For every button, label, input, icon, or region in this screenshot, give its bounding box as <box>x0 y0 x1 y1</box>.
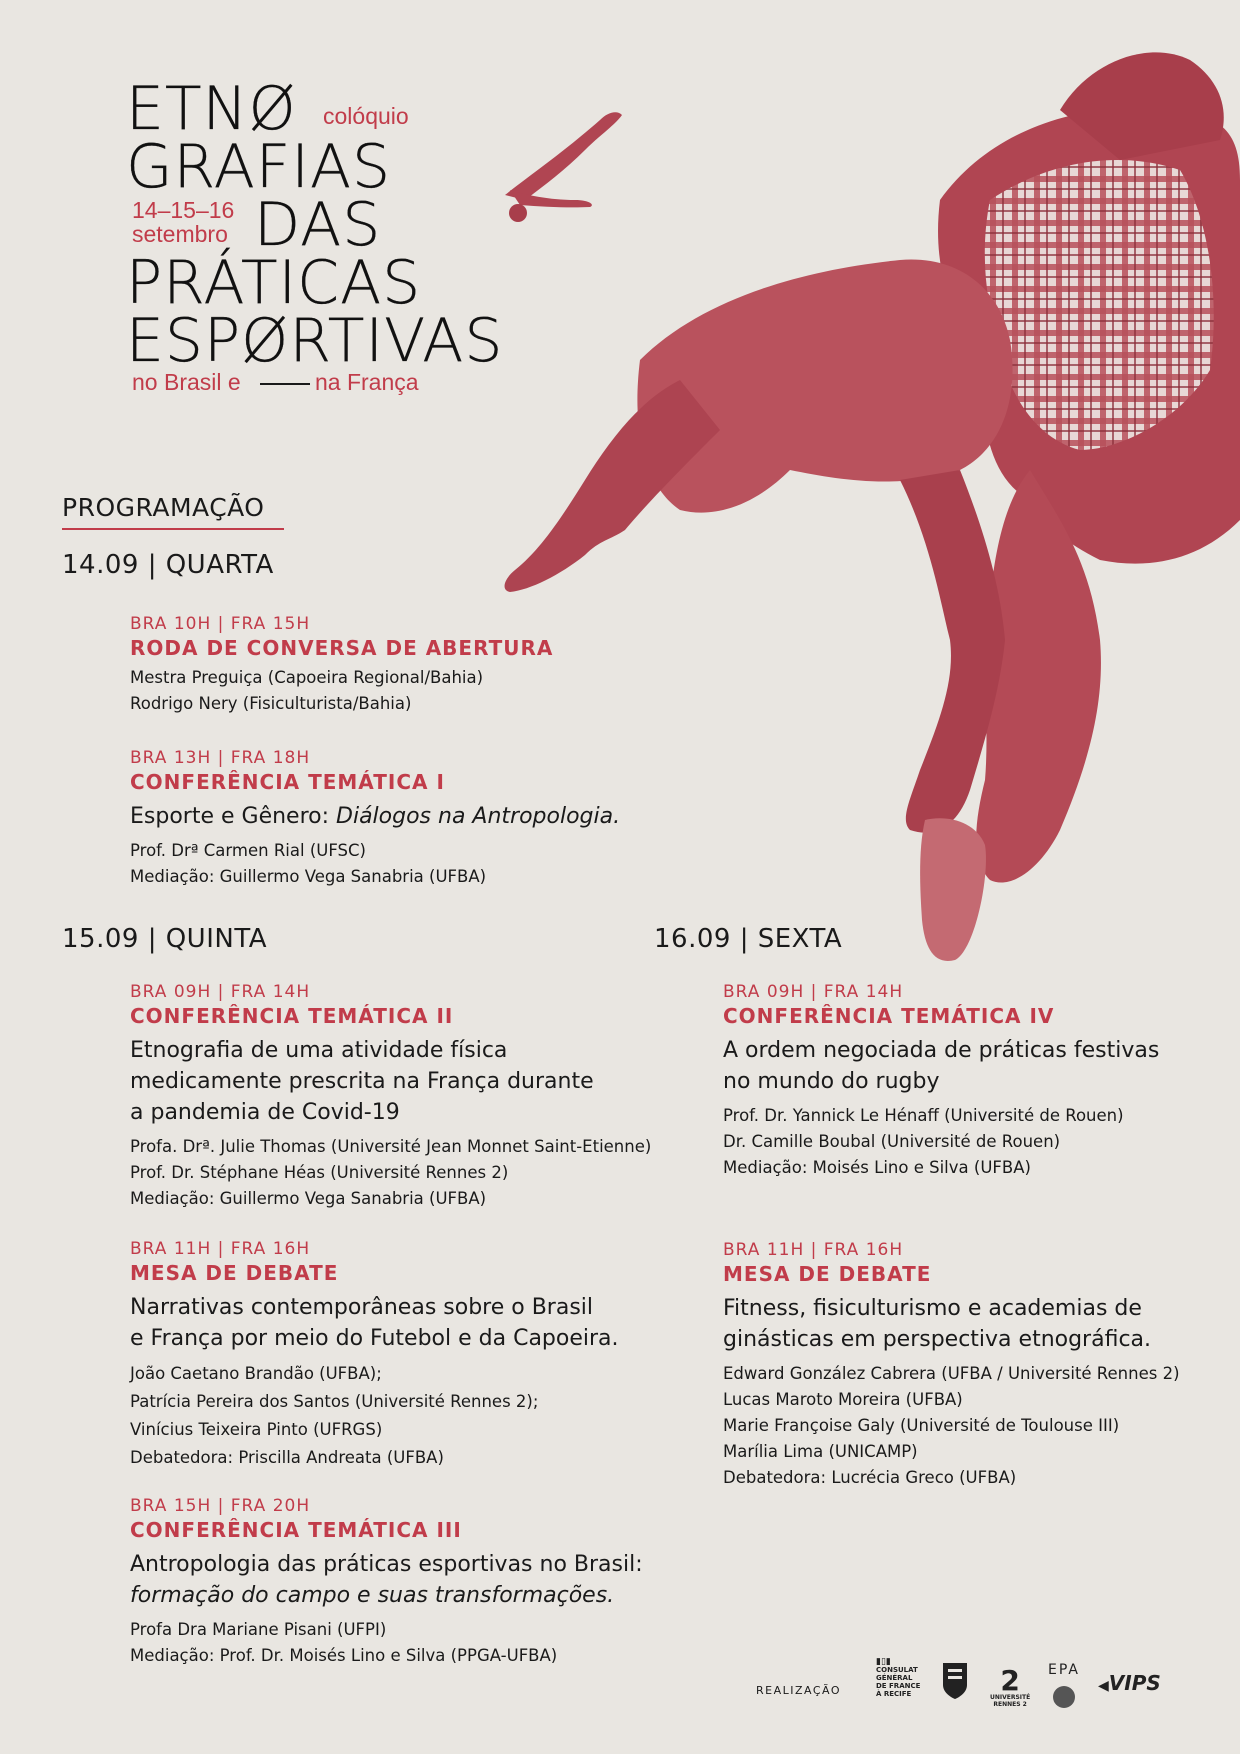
session-type: MESA DE DEBATE <box>723 1262 932 1286</box>
person: Prof. Dr. Yannick Le Hénaff (Université de Rouen) <box>723 1106 1124 1125</box>
person: Prof. Drª Carmen Rial (UFSC) <box>130 841 366 860</box>
title-line: no mundo do rugby <box>723 1069 940 1094</box>
person: Debatedora: Priscilla Andreata (UFBA) <box>130 1448 444 1467</box>
session-people <box>130 1134 750 1212</box>
session-time: BRA 09H | FRA 14H <box>130 982 311 1002</box>
title-line: Narrativas contemporâneas sobre o Brasil <box>130 1295 594 1320</box>
session-title <box>130 1292 750 1354</box>
title-line-1: ETNØ <box>126 74 297 144</box>
consulat-logo <box>876 1658 920 1698</box>
ufba-crest-icon <box>940 1660 970 1704</box>
session-title <box>130 801 750 832</box>
session-title <box>130 1549 750 1611</box>
session-time: BRA 10H | FRA 15H <box>130 614 311 634</box>
logo-text: RENNES 2 <box>993 1701 1027 1708</box>
person: Mediação: Prof. Dr. Moisés Lino e Silva (PPGA-UFBA) <box>130 1646 558 1665</box>
session-mesa-debate-2 <box>723 1239 1223 1491</box>
subtitle-right: na França <box>315 369 419 395</box>
person: Mestra Preguiça (Capoeira Regional/Bahia) <box>130 668 484 687</box>
session-people <box>723 1103 1223 1181</box>
epa-emblem-icon <box>1053 1686 1075 1708</box>
day-heading-quinta: 15.09 | QUINTA <box>62 924 267 954</box>
title-line: e França por meio do Futebol e da Capoeira. <box>130 1326 619 1351</box>
person: Lucas Maroto Moreira (UFBA) <box>723 1390 963 1409</box>
session-type: CONFERÊNCIA TEMÁTICA III <box>130 1518 462 1542</box>
session-abertura <box>130 613 750 717</box>
session-type: MESA DE DEBATE <box>130 1261 339 1285</box>
flag-icon: ▮▯▮ <box>876 1657 891 1667</box>
session-type: CONFERÊNCIA TEMÁTICA II <box>130 1004 454 1028</box>
rennes-logo <box>990 1664 1031 1708</box>
logo-text: À RECIFE <box>876 1690 912 1698</box>
person: Prof. Dr. Stéphane Héas (Université Rennes 2) <box>130 1163 509 1182</box>
session-mesa-debate-1 <box>130 1238 750 1472</box>
logo-text: EPA <box>1048 1662 1080 1678</box>
person: Profa Dra Mariane Pisani (UFPI) <box>130 1620 387 1639</box>
logo-text: UNIVERSITÉ <box>990 1694 1031 1701</box>
title-line-italic: formação do campo e suas transformações. <box>130 1583 615 1608</box>
person: Mediação: Guillermo Vega Sanabria (UFBA) <box>130 1189 487 1208</box>
subtitle-dash <box>260 383 310 385</box>
person: Dr. Camille Boubal (Université de Rouen) <box>723 1132 1061 1151</box>
subtitle-left: no Brasil e <box>132 369 241 395</box>
vips-logo <box>1098 1671 1161 1695</box>
person: Vinícius Teixeira Pinto (UFRGS) <box>130 1420 383 1439</box>
logo-text: CONSULAT <box>876 1666 918 1674</box>
person: Profa. Drª. Julie Thomas (Université Jean Monnet Saint-Etienne) <box>130 1137 652 1156</box>
session-time: BRA 11H | FRA 16H <box>130 1239 311 1259</box>
event-month: setembro <box>132 221 228 247</box>
day-heading-quarta: 14.09 | QUARTA <box>62 550 274 580</box>
person: Marie Françoise Galy (Université de Toulouse III) <box>723 1416 1120 1435</box>
session-time: BRA 13H | FRA 18H <box>130 748 311 768</box>
title-line-3: DAS <box>254 190 382 260</box>
session-conferencia-4 <box>723 981 1223 1181</box>
logo-text: VIPS <box>1108 1671 1161 1695</box>
person: João Caetano Brandão (UFBA); <box>130 1364 382 1383</box>
session-time: BRA 15H | FRA 20H <box>130 1496 311 1516</box>
logo-text: DE FRANCE <box>876 1682 921 1690</box>
session-people <box>130 1360 750 1472</box>
session-type: CONFERÊNCIA TEMÁTICA I <box>130 770 445 794</box>
session-title <box>723 1035 1223 1097</box>
session-conferencia-2 <box>130 981 750 1212</box>
session-time: BRA 11H | FRA 16H <box>723 1240 904 1260</box>
session-people <box>130 665 750 717</box>
coloquio-label: colóquio <box>323 103 409 129</box>
session-title-italic: Diálogos na Antropologia. <box>336 804 621 829</box>
session-type: RODA DE CONVERSA DE ABERTURA <box>130 636 554 660</box>
title-line: a pandemia de Covid-19 <box>130 1100 400 1125</box>
session-conferencia-3 <box>130 1495 750 1669</box>
event-dates: 14–15–16 <box>132 197 235 223</box>
person: Patrícia Pereira dos Santos (Université Rennes 2); <box>130 1392 539 1411</box>
session-people <box>723 1361 1223 1491</box>
title-line: Etnografia de uma atividade física <box>130 1038 508 1063</box>
footer-realizacao-label: REALIZAÇÃO <box>756 1684 842 1697</box>
person: Debatedora: Lucrécia Greco (UFBA) <box>723 1468 1017 1487</box>
program-heading: PROGRAMAÇÃO <box>62 493 284 530</box>
session-title <box>130 1035 750 1128</box>
epa-logo <box>1048 1662 1080 1708</box>
person: Rodrigo Nery (Fisiculturista/Bahia) <box>130 694 412 713</box>
session-time: BRA 09H | FRA 14H <box>723 982 904 1002</box>
person: Mediação: Moisés Lino e Silva (UFBA) <box>723 1158 1031 1177</box>
session-people <box>130 838 750 890</box>
vips-swoosh-icon: ◀ <box>1098 1678 1109 1694</box>
person: Marília Lima (UNICAMP) <box>723 1442 918 1461</box>
logo-text: GÉNÉRAL <box>876 1674 913 1682</box>
person: Edward González Cabrera (UFBA / Université Rennes 2) <box>723 1364 1180 1383</box>
title-line: Antropologia das práticas esportivas no Brasil: <box>130 1552 643 1577</box>
title-line: ginásticas em perspectiva etnográfica. <box>723 1327 1152 1352</box>
title-line-2: GRAFIAS <box>126 132 392 202</box>
session-people <box>130 1617 750 1669</box>
title-line-5: ESPØRTIVAS <box>126 306 504 376</box>
person: Mediação: Guillermo Vega Sanabria (UFBA) <box>130 867 487 886</box>
title-line: medicamente prescrita na França durante <box>130 1069 594 1094</box>
title-line: A ordem negociada de práticas festivas <box>723 1038 1160 1063</box>
session-title <box>723 1293 1223 1355</box>
title-line: Fitness, fisiculturismo e academias de <box>723 1296 1142 1321</box>
diver-figure <box>505 112 622 222</box>
session-type: CONFERÊNCIA TEMÁTICA IV <box>723 1004 1055 1028</box>
session-title-text: Esporte e Gênero: <box>130 804 330 829</box>
title-line-4: PRÁTICAS <box>126 248 422 318</box>
day-heading-sexta: 16.09 | SEXTA <box>654 924 843 954</box>
rennes-mark-icon: 2 <box>1000 1664 1020 1697</box>
session-conferencia-1 <box>130 747 750 890</box>
